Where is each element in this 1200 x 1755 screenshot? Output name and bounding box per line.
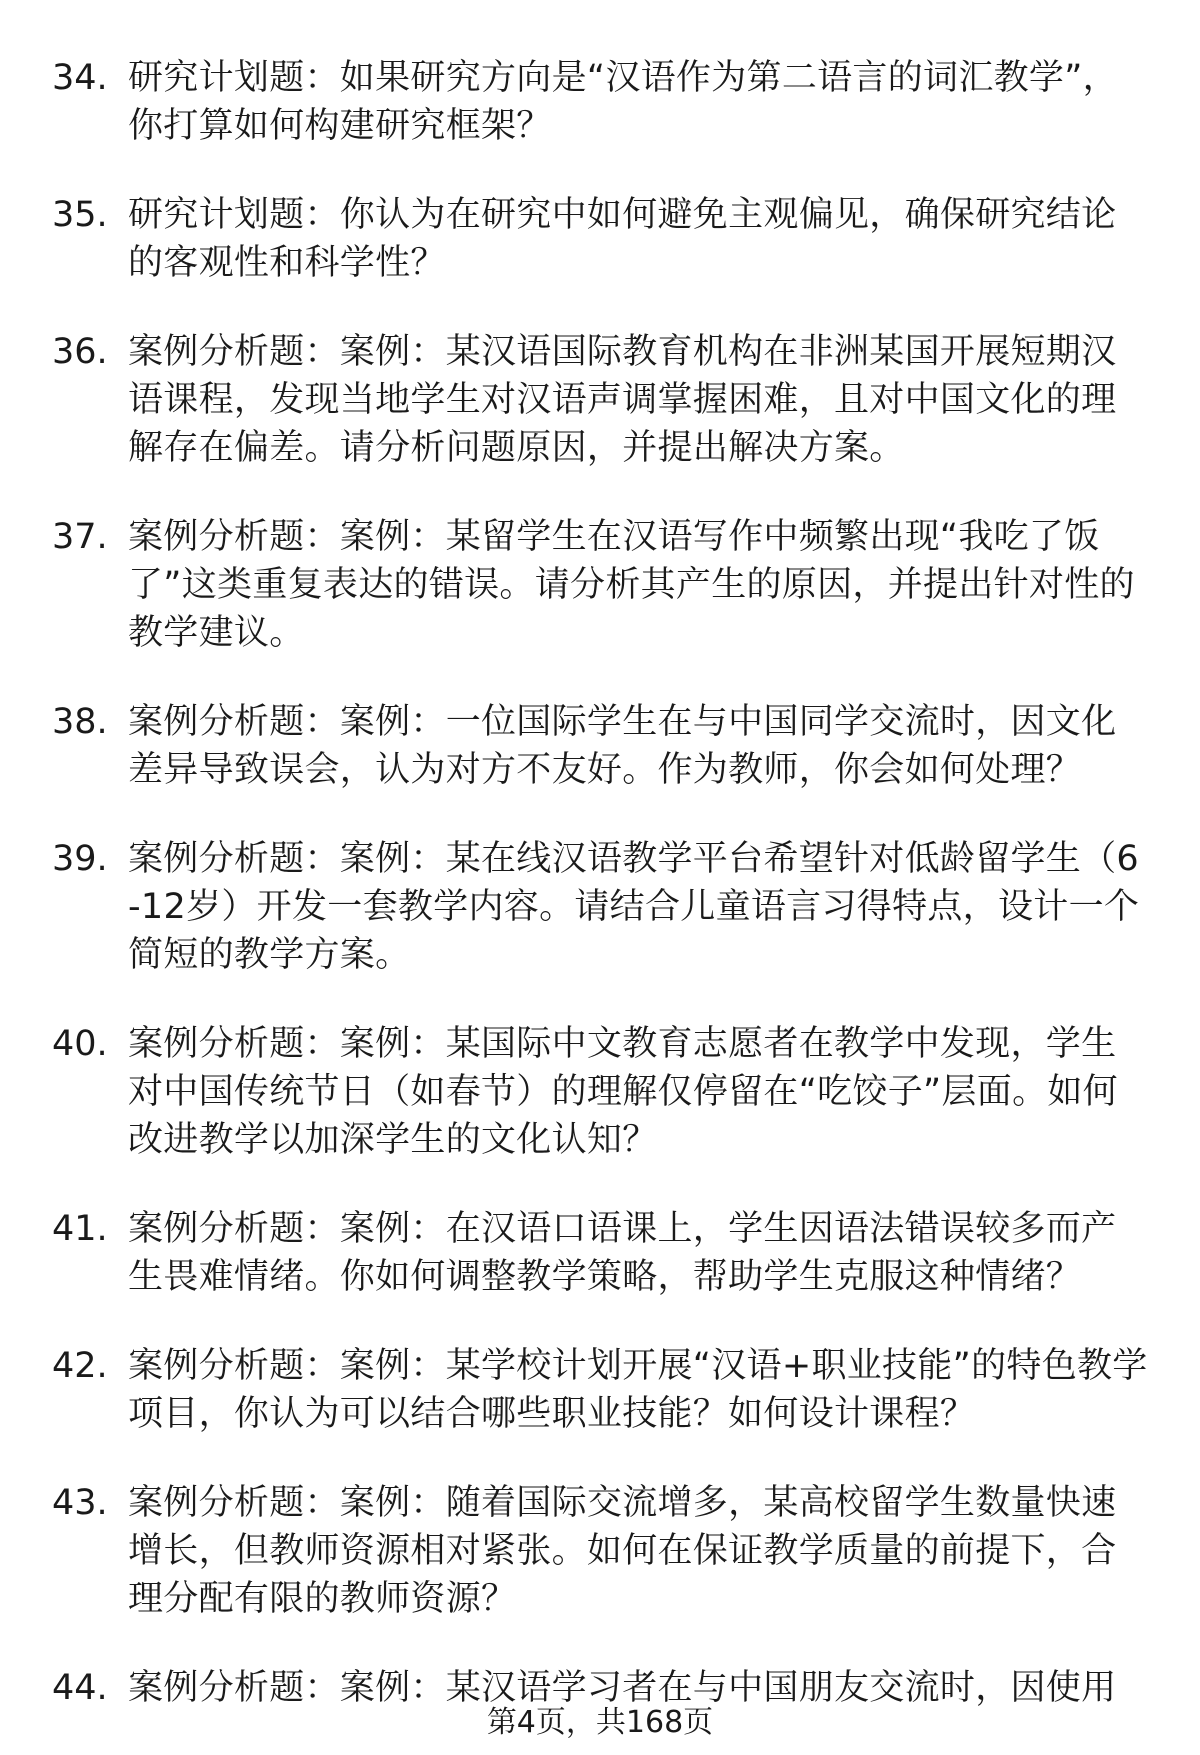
question-item <box>52 835 1152 979</box>
question-text: 案例分析题：案例：某国际中文教育志愿者在教学中发现，学生对中国传统节日（如春节）的理解仅停留在“吃饺子”层面。如何改进教学以加深学生的文化认知？ <box>128 1024 1118 1160</box>
question-item <box>52 191 1152 287</box>
question-number: 44. <box>52 1668 108 1708</box>
question-item <box>52 698 1152 794</box>
question-number: 41. <box>52 1209 108 1249</box>
question-text: 案例分析题：案例：随着国际交流增多，某高校留学生数量快速增长，但教师资源相对紧张。如何在保证教学质量的前提下，合理分配有限的教师资源？ <box>128 1483 1117 1619</box>
question-number: 40. <box>52 1024 108 1064</box>
question-text: 案例分析题：案例：某在线汉语教学平台希望针对低龄留学生（6-12岁）开发一套教学内容。请结合儿童语言习得特点，设计一个简短的教学方案。 <box>128 839 1140 975</box>
question-text: 案例分析题：案例：一位国际学生在与中国同学交流时，因文化差异导致误会，认为对方不友好。作为教师，你会如何处理？ <box>128 702 1117 790</box>
question-item <box>52 54 1152 150</box>
question-text: 案例分析题：案例：在汉语口语课上，学生因语法错误较多而产生畏难情绪。你如何调整教学策略，帮助学生克服这种情绪？ <box>128 1209 1117 1297</box>
question-item <box>52 1020 1152 1164</box>
question-number: 35. <box>52 195 108 235</box>
question-number: 37. <box>52 517 108 557</box>
question-item <box>52 1479 1152 1623</box>
question-number: 38. <box>52 702 108 742</box>
question-number: 39. <box>52 839 108 879</box>
question-text: 案例分析题：案例：某留学生在汉语写作中频繁出现“我吃了饭了”这类重复表达的错误。请分析其产生的原因，并提出针对性的教学建议。 <box>128 517 1135 653</box>
page-footer: 第4页，共168页 <box>486 1705 714 1740</box>
question-item <box>52 513 1152 657</box>
question-item <box>52 328 1152 472</box>
question-list <box>52 54 1152 1753</box>
question-item <box>52 1205 1152 1301</box>
question-number: 43. <box>52 1483 108 1523</box>
question-text: 案例分析题：案例：某学校计划开展“汉语+职业技能”的特色教学项目，你认为可以结合哪些职业技能？如何设计课程？ <box>128 1346 1148 1434</box>
question-number: 42. <box>52 1346 108 1386</box>
question-text: 案例分析题：案例：某汉语国际教育机构在非洲某国开展短期汉语课程，发现当地学生对汉语声调掌握困难，且对中国文化的理解存在偏差。请分析问题原因，并提出解决方案。 <box>128 332 1117 468</box>
question-item <box>52 1342 1152 1438</box>
question-text: 研究计划题：你认为在研究中如何避免主观偏见，确保研究结论的客观性和科学性？ <box>128 195 1117 283</box>
question-text: 案例分析题：案例：某汉语学习者在与中国朋友交流时，因使用 <box>128 1668 1117 1708</box>
question-text: 研究计划题：如果研究方向是“汉语作为第二语言的词汇教学”，你打算如何构建研究框架？ <box>128 58 1118 146</box>
question-number: 34. <box>52 58 108 98</box>
question-number: 36. <box>52 332 108 372</box>
